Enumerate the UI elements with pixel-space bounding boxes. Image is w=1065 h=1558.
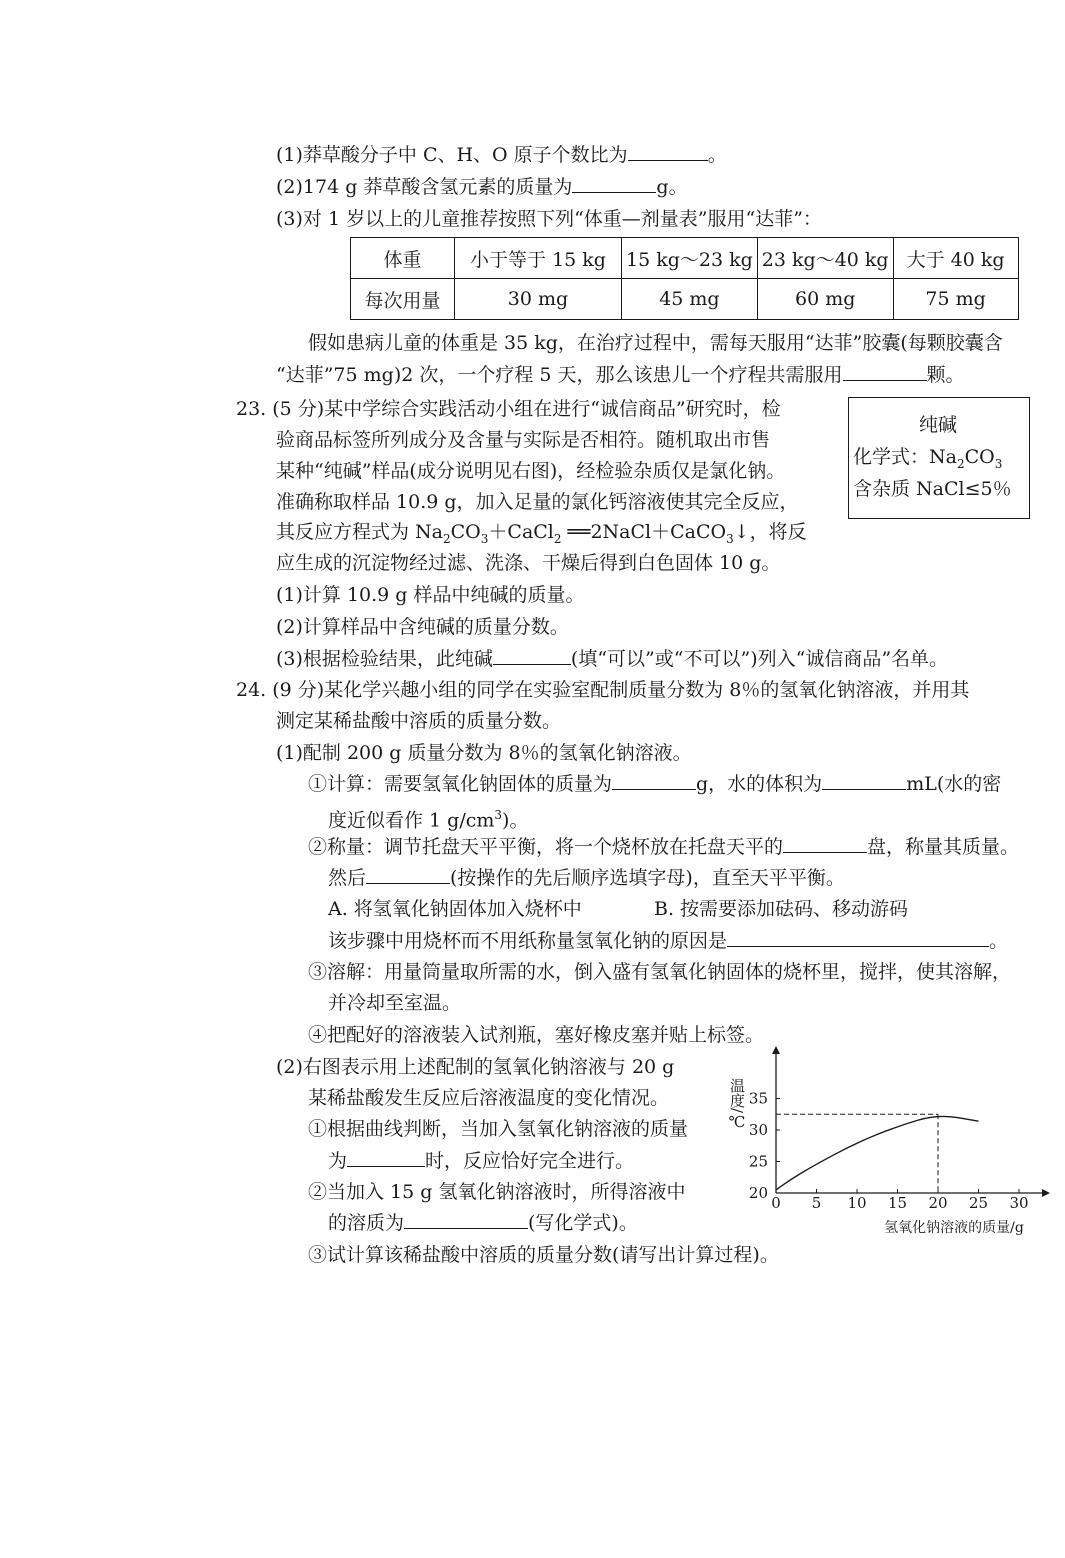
equation-part: ＋CaCl	[488, 521, 554, 543]
q24-dissolve-line: ③溶解：用量筒量取所需的水，倒入盛有氢氧化钠固体的烧杯里，搅拌，使其溶解，	[308, 961, 1012, 983]
q24-calc-line2	[328, 800, 528, 835]
q24-calc-text: 度近似看作 1 g/cm	[328, 809, 495, 832]
answer-blank[interactable]	[783, 832, 867, 853]
table-cell: 大于 40 kg	[893, 238, 1018, 279]
q24-weigh-text: 该步骤中用烧杯而不用纸称量氢氧化钠的原因是	[328, 930, 728, 952]
table-cell: 45 mg	[622, 279, 758, 320]
chart-marks	[776, 1114, 979, 1193]
q24-calc-text: mL(水的密	[906, 773, 1002, 795]
q24-part2-line1: (2)右图表示用上述配制的氢氧化钠溶液与 20 g	[276, 1056, 675, 1078]
label-impurity: 含杂质 NaCl≤5％	[853, 478, 1012, 500]
answer-blank[interactable]	[572, 172, 656, 193]
table-cell: 30 mg	[455, 279, 622, 320]
temperature-curve	[776, 1116, 979, 1189]
weight-dose-table	[350, 237, 1019, 320]
q24-calc-text: ①计算：需要氢氧化钠固体的质量为	[308, 773, 613, 795]
q24-calc-text: )。	[502, 809, 529, 832]
x-tick-label: 15	[887, 1194, 908, 1212]
q24-calc-line	[308, 769, 1001, 799]
x-axis-arrow	[1042, 1189, 1050, 1197]
equation-sub: 3	[480, 531, 489, 546]
label-formula-sub: 3	[994, 456, 1003, 471]
y-axis-label: 温度/℃	[728, 1078, 746, 1132]
table-cell: 每次用量	[351, 279, 455, 320]
label-formula-text: 化学式：Na	[853, 446, 957, 468]
table-row	[351, 238, 1019, 279]
q22-part2-text: (2)174 g 莽草酸含氢元素的质量为	[276, 176, 573, 198]
table-cell: 75 mg	[893, 279, 1018, 320]
table-cell: 23 kg～40 kg	[757, 238, 893, 279]
q24-d2-text: (写化学式)。	[528, 1212, 638, 1234]
q22-scenario-line1: 假如患病儿童的体重是 35 kg，在治疗过程中，需每天服用“达菲”胶囊(每颗胶囊含	[308, 332, 1003, 354]
x-tick-label: 10	[847, 1194, 867, 1212]
q24-d1-text: 时，反应恰好完全进行。	[425, 1150, 635, 1172]
table-cell: 小于等于 15 kg	[455, 238, 622, 279]
q24-calc-text: g，水的体积为	[696, 773, 823, 795]
answer-blank[interactable]	[404, 1208, 528, 1229]
q23-line2: 验商品标签所列成分及含量与实际是否相符。随机取出市售	[276, 429, 771, 451]
q23-line1: 23. (5 分)某中学综合实践活动小组在进行“诚信商品”研究时，检	[236, 398, 781, 420]
y-tick-label: 25	[748, 1152, 768, 1171]
chart-labels	[728, 1078, 1024, 1236]
answer-blank[interactable]	[612, 769, 696, 790]
q22-part1	[276, 140, 727, 170]
x-tick-label: 5	[811, 1194, 822, 1212]
x-tick-label: 20	[928, 1194, 948, 1212]
q23-sub3	[276, 644, 948, 674]
q23-line3: 某种“纯碱”样品(成分说明见右图)，经检验杂质仅是氯化钠。	[276, 460, 786, 482]
q22-part1-end: 。	[707, 144, 727, 166]
q24-weigh-line2	[328, 863, 845, 893]
q23-sub3-text: (3)根据检验结果，此纯碱	[276, 648, 493, 670]
q24-weigh-text: ②称量：调节托盘天平平衡，将一个烧杯放在托盘天平的	[308, 836, 784, 858]
equation-part: ══2NaCl＋CaCO	[561, 521, 727, 543]
q24-dissolve-line2: 并冷却至室温。	[328, 992, 462, 1014]
q23-line4: 准确称取样品 10.9 g，加入足量的氯化钙溶液使其完全反应，	[276, 491, 799, 513]
q23-sub3-end: (填“可以”或“不可以”)列入“诚信商品”名单。	[570, 648, 949, 670]
q22-scenario-line2	[276, 360, 965, 390]
q24-d1-line1: ①根据曲线判断，当加入氢氧化钠溶液的质量	[308, 1118, 689, 1140]
q24-part2-line2: 某稀盐酸发生反应后溶液温度的变化情况。	[308, 1087, 670, 1109]
temperature-chart	[720, 1046, 1050, 1246]
equation-part: CO	[450, 521, 481, 543]
x-tick-label: 25	[968, 1194, 989, 1212]
table-cell: 体重	[351, 238, 455, 279]
x-axis-label: 氢氧化钠溶液的质量/g	[884, 1220, 1024, 1236]
label-title: 纯碱	[919, 414, 958, 436]
answer-blank[interactable]	[493, 644, 571, 665]
q24-d2-text: 的溶质为	[328, 1212, 405, 1234]
q24-bottle-line: ④把配好的溶液装入试剂瓶，塞好橡皮塞并贴上标签。	[308, 1024, 765, 1046]
answer-blank[interactable]	[347, 1146, 425, 1167]
q24-d3-line: ③试计算该稀盐酸中溶质的质量分数(请写出计算过程)。	[308, 1244, 779, 1266]
y-axis-arrow	[772, 1046, 780, 1054]
equation-sub: 2	[553, 531, 562, 546]
q23-sub1: (1)计算 10.9 g 样品中纯碱的质量。	[276, 584, 585, 606]
q24-weigh-text: 然后	[328, 867, 367, 889]
q22-scenario-text: “达菲”75 mg)2 次，一个疗程 5 天，那么该患儿一个疗程共需服用	[276, 364, 843, 386]
equation-sub: 2	[443, 531, 451, 546]
y-tick-label: 20	[748, 1184, 768, 1202]
answer-blank[interactable]	[843, 360, 927, 381]
q24-weigh-text: 盘，称量其质量。	[867, 836, 1020, 858]
equation-sub: 3	[726, 531, 734, 546]
q24-option-a: A. 将氢氧化钠固体加入烧杯中	[328, 898, 582, 920]
q22-part2	[276, 172, 688, 202]
q22-scenario-end: 颗。	[926, 364, 965, 386]
q24-line1: 24. (9 分)某化学兴趣小组的同学在实验室配制质量分数为 8％的氢氧化钠溶液，并用其	[236, 679, 970, 701]
x-tick-label: 0	[771, 1194, 781, 1212]
q24-part1: (1)配制 200 g 质量分数为 8％的氢氧化钠溶液。	[276, 742, 692, 764]
q22-part2-end: g。	[656, 176, 688, 198]
table-row	[351, 279, 1019, 320]
q22-part3: (3)对 1 岁以上的儿童推荐按照下列“体重—剂量表”服用“达菲”：	[276, 208, 822, 230]
q23-line6: 应生成的沉淀物经过滤、洗涤、干燥后得到白色固体 10 g。	[276, 552, 781, 574]
answer-blank[interactable]	[727, 926, 989, 947]
q24-weigh-text: (按操作的先后顺序选填字母)，直至天平平衡。	[450, 867, 845, 889]
chart-axes	[772, 1046, 1050, 1197]
q24-d2-line2	[328, 1208, 638, 1238]
answer-blank[interactable]	[366, 863, 450, 884]
label-formula-text: CO	[964, 446, 995, 468]
q24-d1-line2	[328, 1146, 634, 1176]
q24-line2: 测定某稀盐酸中溶质的质量分数。	[276, 710, 562, 732]
answer-blank[interactable]	[822, 769, 906, 790]
table-cell: 60 mg	[757, 279, 893, 320]
equation-part: ↓，将反	[733, 521, 807, 543]
q24-weigh-line	[308, 832, 1019, 862]
q24-d2-line1: ②当加入 15 g 氢氧化钠溶液时，所得溶液中	[308, 1181, 686, 1203]
table-cell: 15 kg～23 kg	[622, 238, 758, 279]
q24-d1-text: 为	[328, 1150, 348, 1172]
y-tick-label: 35	[748, 1089, 768, 1108]
answer-blank[interactable]	[628, 140, 708, 161]
q22-part1-text: (1)莽草酸分子中 C、H、O 原子个数比为	[276, 144, 628, 166]
soda-ash-label-box	[848, 397, 1030, 519]
q24-calc-sup: 3	[494, 808, 503, 822]
q24-option-b: B. 按需要添加砝码、移动游码	[654, 898, 909, 920]
q24-weigh-reason	[328, 926, 1008, 956]
q23-sub2: (2)计算样品中含纯碱的质量分数。	[276, 616, 569, 638]
equation-part: 其反应方程式为 Na	[276, 521, 443, 543]
q24-weigh-text: 。	[989, 930, 1009, 952]
y-tick-label: 30	[748, 1121, 768, 1139]
label-formula-sub: 2	[956, 456, 965, 471]
x-tick-label: 30	[1009, 1194, 1029, 1212]
